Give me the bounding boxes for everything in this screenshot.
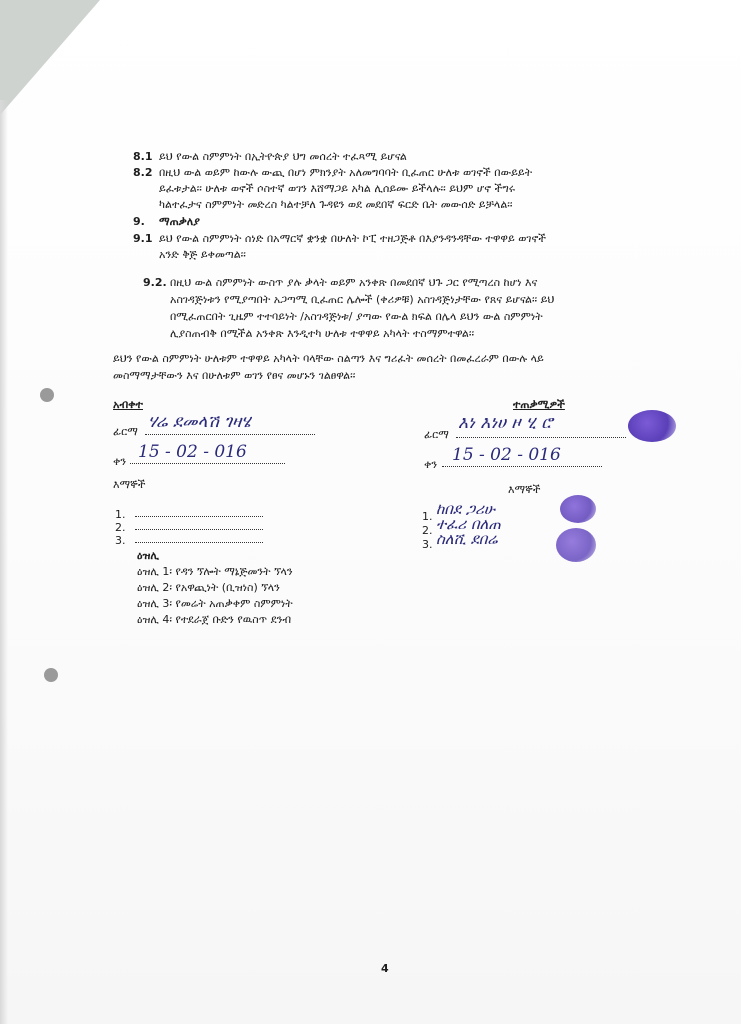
page-edge-shadow: [0, 100, 8, 1024]
witness-signature: ተፈሪ በለጠ: [436, 515, 501, 533]
date-line: [130, 463, 285, 464]
clause-text: ይህ የውል ስምምነት በኢትዮጵያ ህግ መሰረት ተፈጻሚ ይሆናል: [159, 150, 407, 163]
witness-number: 1.: [115, 508, 126, 521]
closing-line: መስማማታቸውን እና በሁለቱም ወገን የፀና መሆኑን ገልፀዋል፡፡: [113, 369, 356, 382]
witness-number: 2.: [115, 521, 126, 534]
left-sign-label: ፊርማ: [113, 425, 138, 438]
date-line: [442, 466, 602, 467]
attachment-item: ዕዝሊ 1፡ የዳን ኘሎት ማኔጅመንት ኘላን: [137, 565, 293, 578]
right-sign-label: ፊርማ: [424, 428, 449, 441]
right-signature: እነ እነሀ ዞ ሂ ሮ: [458, 413, 553, 433]
left-date-label: ቀን: [113, 455, 127, 468]
witness-number: 3.: [422, 538, 433, 551]
page-number: 4: [381, 962, 389, 975]
attachment-item: ዕዝሊ 2፡ የአዋጪነት (ቢዝነስ) ኘላን: [137, 581, 280, 594]
clause-number: 9.2.: [143, 276, 167, 289]
witness-number: 3.: [115, 534, 126, 547]
witness-number: 1.: [422, 510, 433, 523]
attachment-item: ዕዝሊ 3፡ የመሬት አጠቃቀም ስምምነት: [137, 597, 293, 610]
signature-line: [456, 437, 626, 438]
clause-line: በዚህ ውል ወይም ከውሉ ውጪ በሆነ ምክንያት አለመግባባት ቢፈጠር ሁለቱ ወገኖች በውይይት: [159, 166, 533, 179]
right-party-heading: ተጠቃሚዎች: [513, 398, 565, 411]
witness-line: [135, 516, 263, 517]
left-date: 15 - 02 - 016: [138, 442, 247, 462]
clause-number: 9.1: [133, 232, 153, 245]
clause-line: አስገዳጅነቱን የሚያጣበት አጋጣሚ ቢፈጠር ሌሎች (ቀሪዎቹ) አስገዳጅነታቸው የጸና ይሆናል፡፡ ይህ: [170, 293, 555, 306]
clause-line: ይህ የውል ስምምነት ሰነድ በአማርኛ ቋንቋ በሁለት ኮፒ ተዘጋጅቶ በእያንዳንዳቸው ተዋዋይ ወገኖች: [159, 232, 547, 245]
left-party-heading: አብቀተ: [113, 398, 143, 411]
witness-line: [135, 529, 263, 530]
attachment-item: ዕዝሊ 4፡ የተደራጀ ቡድን የዉስጥ ደንብ: [137, 613, 292, 626]
left-signature: ሃሬ ደመላሽ ገዛሄ: [148, 412, 251, 432]
right-witness-heading: እማኞች: [508, 483, 541, 496]
clause-line: በሚፈጠርበት ጊዜም ተተባይነት /አስገዳጅነቱ/ ያጣው የውል ክፍል በሌላ ይህን ውል ስምምነት: [170, 310, 543, 323]
clause-line: ካልተፈታና ስምምነት መድረስ ካልተቻለ ጉዳዩን ወደ መደበኛ ፍርድ ቤት መውሰድ ይቻላል፡፡: [159, 198, 513, 211]
witness-number: 2.: [422, 524, 433, 537]
attachments-heading: ዕዝሊ: [137, 549, 159, 562]
punch-hole-bottom: [44, 668, 58, 682]
witness-line: [135, 542, 263, 543]
signature-line: [145, 434, 315, 435]
clause-number: 8.2: [133, 166, 153, 179]
clause-line: ሊያስጠብቅ በሚችል አንቀጽ እንዲተካ ሁለቱ ተዋዋይ አካላት ተስማምተዋል፡፡: [170, 327, 475, 340]
ink-stamp: [556, 528, 596, 562]
section-number: 9.: [133, 215, 145, 228]
right-date: 15 - 02 - 016: [452, 445, 561, 465]
ink-stamp: [628, 410, 676, 442]
witness-signature: ስለሺ ደበሬ: [436, 530, 498, 548]
left-witness-heading: እማኞች: [113, 478, 146, 491]
clause-line: አንድ ቅጅ ይቀመጣል፡፡: [159, 248, 246, 261]
clause-line: ይፈቱታል፡፡ ሁለቱ ወኖች ሶስተኛ ወገን እሸማጋይ አካል ሊሰይሙ ይችላሉ፡፡ ይህም ሆኖ ችግሩ: [159, 182, 515, 195]
punch-hole-top: [40, 388, 54, 402]
clause-line: በዚህ ውል ስምምነት ውስጥ ያሉ ቃላት ወይም አንቀጽ በመደበኛ ህጉ ጋር የሚጣረስ ከሆነ እና: [170, 276, 538, 289]
witness-signature: ከበደ ጋሪሁ: [436, 500, 495, 518]
ink-stamp: [560, 495, 596, 523]
folded-corner: [0, 0, 100, 115]
section-title: ማጠቃለያ: [159, 215, 200, 228]
right-date-label: ቀን: [424, 458, 438, 471]
clause-number: 8.1: [133, 150, 153, 163]
closing-line: ይህን የውል ስምምነት ሁለቱም ተዋዋይ አካላት ባላቸው ስልጣን እና ግሪፈት መሰረት በመፈረራም በውሉ ላይ: [113, 352, 544, 365]
